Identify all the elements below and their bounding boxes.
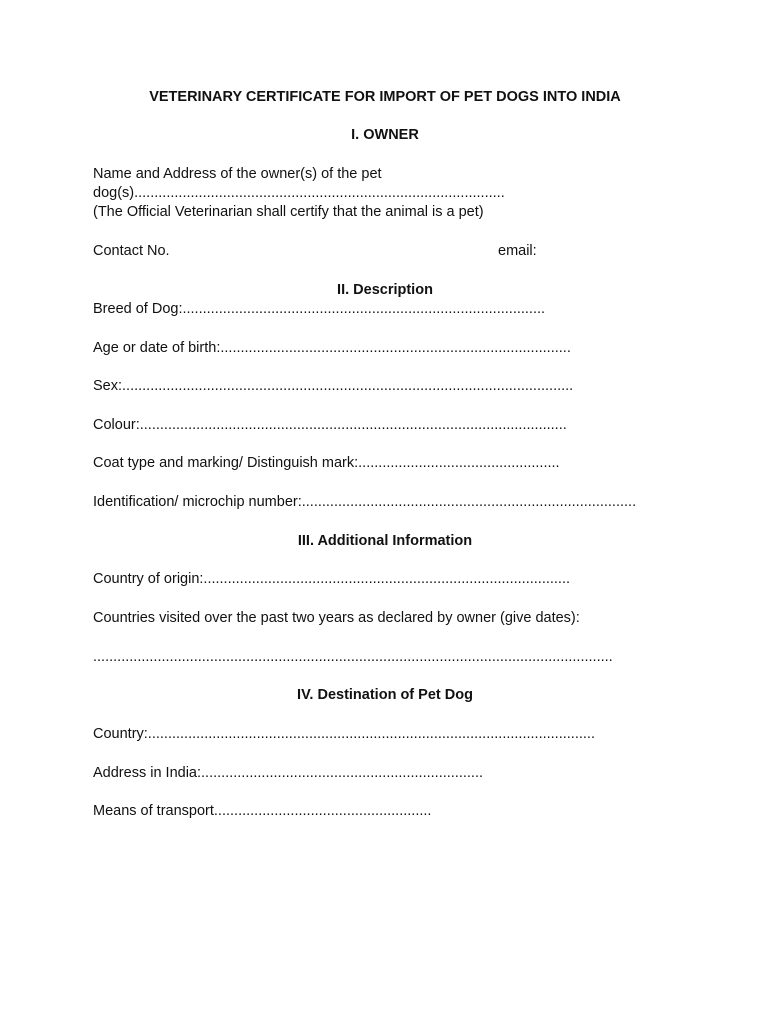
age-field: Age or date of birth:....................................................................................... xyxy=(93,340,571,356)
email-label: email: xyxy=(498,243,537,259)
owner-section-heading: I. OWNER xyxy=(351,127,419,143)
address-in-india-field: Address in India:...................................................................... xyxy=(93,765,484,781)
coat-marking-field: Coat type and marking/ Distinguish mark:.................................................. xyxy=(93,455,560,471)
owner-name-address-field: dog(s)............................................................................................ xyxy=(93,185,505,201)
sex-field: Sex:................................................................................................................ xyxy=(93,378,574,394)
description-section-heading: II. Description xyxy=(337,282,433,298)
owner-name-address-label: Name and Address of the owner(s) of the pet xyxy=(93,166,382,182)
breed-field: Breed of Dog:.......................................................................................... xyxy=(93,301,546,317)
colour-field: Colour:.......................................................................................................... xyxy=(93,417,567,433)
countries-visited-label: Countries visited over the past two years as declared by owner (give dates): xyxy=(93,610,580,626)
means-of-transport-field: Means of transport...................................................... xyxy=(93,803,432,819)
document-title: VETERINARY CERTIFICATE FOR IMPORT OF PET DOGS INTO INDIA xyxy=(149,89,621,105)
contact-number-label: Contact No. xyxy=(93,243,170,259)
destination-country-field: Country:............................................................................................................... xyxy=(93,726,595,742)
country-of-origin-field: Country of origin:........................................................................................... xyxy=(93,571,571,587)
additional-info-section-heading: III. Additional Information xyxy=(297,533,473,549)
official-veterinarian-note: (The Official Veterinarian shall certify that the animal is a pet) xyxy=(93,204,484,220)
countries-visited-field: ................................................................................................................................. xyxy=(93,649,613,665)
microchip-number-field: Identification/ microchip number:................................................................................... xyxy=(93,494,637,510)
destination-section-heading: IV. Destination of Pet Dog xyxy=(297,687,473,703)
